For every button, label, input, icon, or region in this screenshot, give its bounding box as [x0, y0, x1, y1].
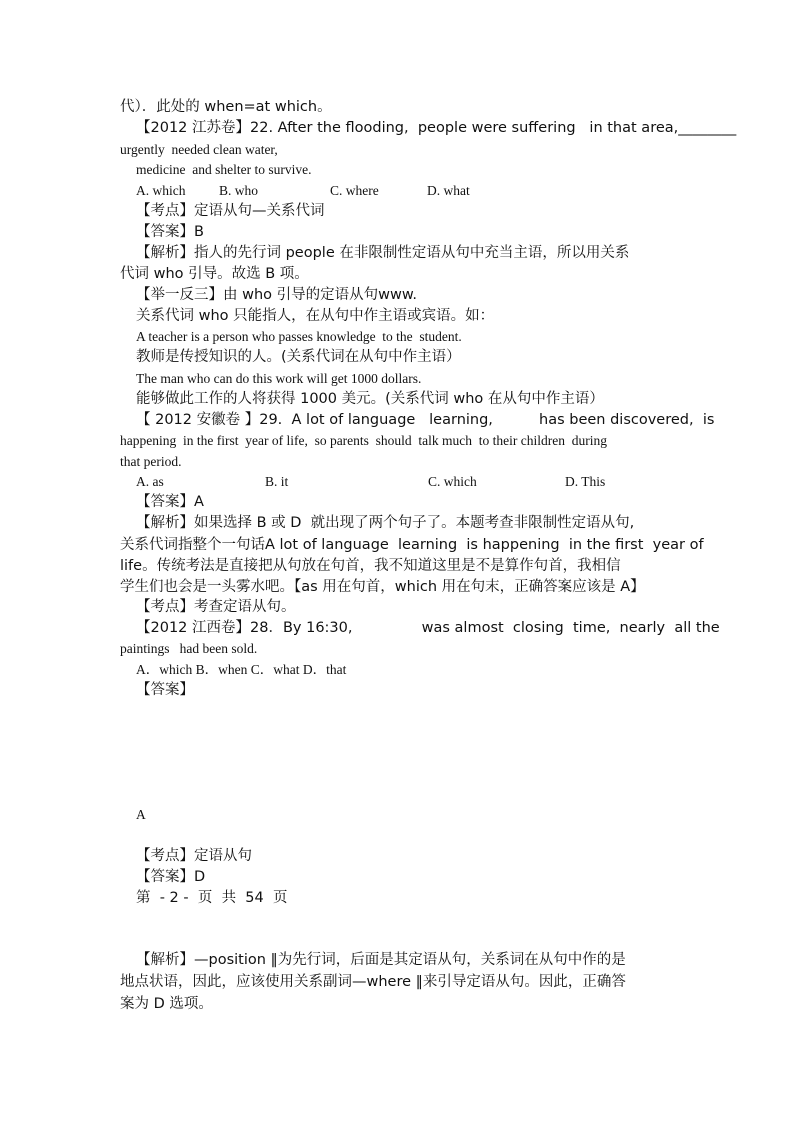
text-line: 代）．此处的 when=at which。: [120, 99, 332, 115]
option-a: A. which: [136, 183, 186, 198]
text-line: paintings had been sold.: [120, 641, 258, 656]
answer-label: 【答案】B: [136, 224, 204, 240]
answer-label: 【答案】D: [136, 869, 206, 885]
question-2012-anhui-29: 【 2012 安徽卷 】29. A lot of language learning, has been discovered, is: [136, 412, 715, 428]
question-2012-jiangxi-28: 【2012 江西卷】28．By 16:30, was almost closing time, nearly all the: [136, 620, 720, 636]
option-c: C. where: [330, 183, 379, 198]
analysis-text: 【解析】—position ‖为先行词，后面是其定语从句，关系词在从句中作的是: [136, 952, 626, 968]
text-line: happening in the first year of life, so parents should talk much to their children during: [120, 433, 608, 448]
question-2012-jiangsu-22: 【2012 江苏卷】22. After the flooding, people were suffering in that area,________: [136, 120, 737, 136]
example-translation: 教师是传授知识的人。(关系代词在从句中作主语）: [136, 349, 461, 365]
analysis-text: 代词 who 引导。故选 B 项。: [120, 266, 309, 282]
example-translation: 能够做此工作的人将获得 1000 美元。(关系代词 who 在从句中作主语）: [136, 391, 604, 407]
option-b: B. who: [219, 183, 259, 198]
example-sentence: The man who can do this work will get 1000 dollars.: [136, 371, 422, 386]
option-d: D. This: [565, 474, 606, 489]
analysis-text: 地点状语，因此，应该使用关系副词—where ‖来引导定语从句。因此，正确答: [120, 974, 626, 990]
text-line: that period.: [120, 454, 182, 469]
option-a: A. as: [136, 474, 164, 489]
page-number: 第 - 2 - 页 共 54 页: [136, 890, 288, 906]
option-c: C. which: [428, 474, 477, 489]
answer-value: A: [136, 807, 146, 822]
analysis-text: life。传统考法是直接把从句放在句首，我不知道这里是不是算作句首，我相信: [120, 558, 621, 574]
analysis-text: 学生们也会是一头雾水吧。【as 用在句首，which 用在句末，正确答案应该是 A】: [120, 579, 645, 595]
option-b: B. it: [265, 474, 289, 489]
analysis-text: 【解析】指人的先行词 people 在非限制性定语从句中充当主语，所以用关系: [136, 245, 630, 261]
analysis-text: 关系代词指整个一句话A lot of language learning is happening in the first year of: [120, 537, 704, 553]
kaodian-label: 【考点】考查定语从句。: [136, 599, 296, 615]
analysis-text: 案为 D 选项。: [120, 996, 213, 1012]
extension-heading: 【举一反三】由 who 引导的定语从句www.: [136, 287, 417, 303]
analysis-text: 【解析】如果选择 B 或 D 就出现了两个句子了。本题考查非限制性定语从句,: [136, 515, 635, 531]
text-line: 关系代词 who 只能指人，在从句中作主语或宾语。如：: [136, 308, 495, 324]
text-line: medicine and shelter to survive.: [136, 162, 312, 177]
kaodian-label: 【考点】定语从句—关系代词: [136, 203, 325, 219]
option-d: D. what: [427, 183, 470, 198]
answer-label: 【答案】A: [136, 494, 204, 510]
kaodian-label: 【考点】定语从句: [136, 848, 252, 864]
example-sentence: A teacher is a person who passes knowledge to the student.: [136, 329, 462, 344]
text-line: urgently needed clean water,: [120, 142, 278, 157]
options-line: A．which B．when C．what D．that: [136, 662, 347, 677]
answer-label: 【答案】: [136, 682, 194, 698]
